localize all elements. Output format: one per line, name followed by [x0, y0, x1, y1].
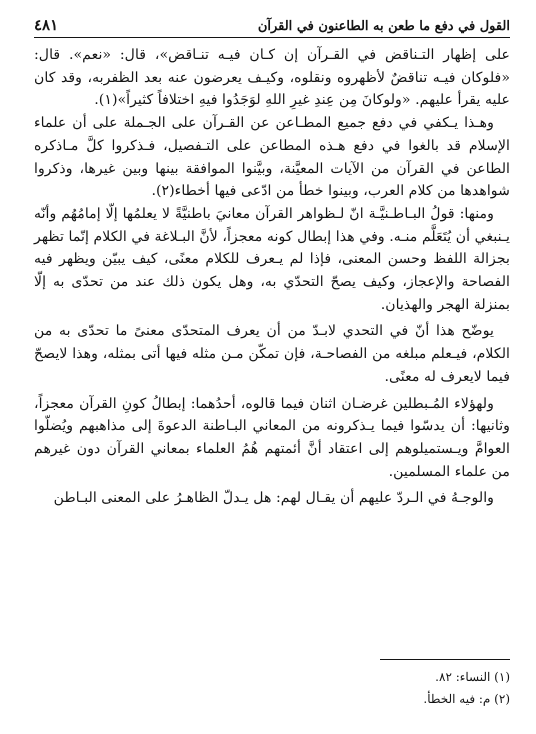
paragraph-response: والوجـهُ في الـردّ عليهم أن يقـال لهم: هل يـدلّ الظاهـرُ على المعنى البـاطن [53, 490, 494, 507]
paragraph-challenge-explanation: يوضّح هذا أنّ في التحدي لابـدّ من أن يعرف المتحدّى معنىً ما تحدّى به من الكلام، فيـعلم مبلغه من الفصاحـة، فإن تمكّن مـن مثله فيها أتى بمثله، وهذا لايصحّ فيما لايعرف له معنًى. [34, 323, 510, 385]
header-rule [34, 37, 510, 38]
paragraph-two-aims: ولهؤلاء المُـبطلين غرضـان اثنان فيما قالوه، أحدُهما: إبطالُ كونِ القرآن معجزاً، وثانيها: أن يدسّوا فيما يـذكرونه من المعاني البـاطنة الدعوةَ إلى مذاهبهم ويُضلّوا العوامَّ ويـستميلوهم إلى اعتقاد أنَّ أئمتهم هُمُ العلماء بمعاني القرآن دون غيرهم من علماء المسلمين. [34, 395, 510, 480]
book-page [34, 8, 510, 720]
footnotes [34, 666, 510, 710]
running-header-title: القول في دفع ما طعن به الطاعنون في القرآن [257, 19, 510, 34]
main-text [34, 44, 510, 510]
page-number: ٤٨١ [34, 16, 59, 34]
running-header [34, 14, 510, 34]
paragraph-batiniyya-claim: ومنها: قولُ البـاطـنيَّـة انّ لـظواهر القرآن معانيَ باطنيَّةً لا يعلمُها إلّا إمامُهُم وأنّه يـنبغي أن يُتَعَلَّم منـه. وفي هذا إبطال كونه معجزاً، لأنَّ البـلاغة في الكلام إنّما تظهر بجزالة اللفظ وحسن المعنى، فإذا لم يـعرف للكلام معنًى، كيف يبيّن ويظهر فيه الفصاحة والإعجاز، وكيف يصحّ التحدّي به، وهل يكون ذلك عند من تحدّى به إلّا بمنزلة الهجر والهذيان. [34, 205, 510, 313]
footnote-rule [380, 659, 510, 660]
footnote-1: (١) النساء: ٨٢. [435, 670, 510, 684]
paragraph-continuation: على إظهار التـناقض في القـرآن إن كـان فيـه تنـاقض»، قال: «نعم». قال: «فلوكان فيـه تناقضٌ لأظهروه ونقلوه، وكيـف يعرضون عنه بعد الظفربه، وقد كان عليه يقرأ عليهم. «ولوكانَ مِن عِندِ غيرِ اللهِ لوَجَدُوا فيهِ اختلافاً كثيراً»(١). [34, 47, 510, 109]
footnote-2: (٢) م: فيه الخطأ. [423, 692, 510, 706]
paragraph-scholars-refutation: وهـذا يـكفي في دفع جميع المطـاعن عن القـرآن على الجـملة على أن علماء الإسلام قد بالغوا في دفع هـذه المطاعن على التـفصيل، فـذكروا كلَّ مـاذكره الطاعن في القرآن من الآيات المعيَّنة، وبيَّنوا الموافقة بينها وبين غيرها، وذكروا شواهدها من كلام العرب، وبينوا خطأ من ادّعى فيها أخطاء(٢). [34, 115, 510, 200]
